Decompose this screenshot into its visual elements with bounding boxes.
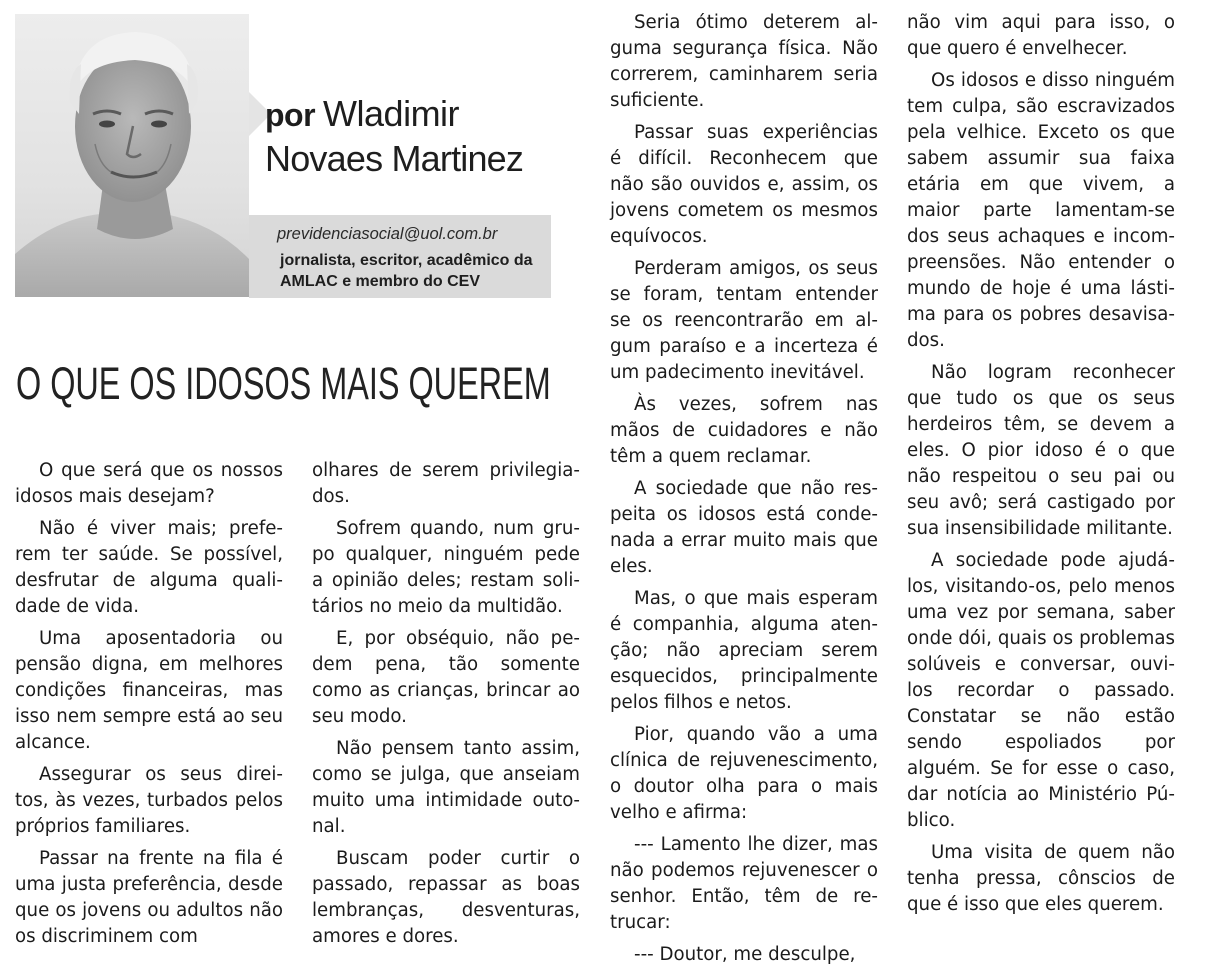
paragraph: Passar suas experiências é difícil. Reconhecem que não são ouvidos e, assim, os jovens cometem os mesmos equívocos. [610,122,878,247]
paragraph: Não é viver mais; preferem ter saúde. Se possível, desfrutar de alguma qualidade de vida. [15,518,283,617]
paragraph: Assegurar os seus direitos, às vezes, turbados pelos próprios familiares. [15,764,283,837]
paragraph: Perderam amigos, os seus se foram, tentam entender se os reencontrarão em algum paraíso e a incerteza é um padecimento inevitável. [610,258,878,383]
paragraph: --- Lamento lhe dizer, mas não podemos rejuvenescer o senhor. Então, têm de retrucar: [610,834,878,933]
paragraph: Pior, quando vão a uma clínica de rejuvenescimento, o doutor olha para o mais velho e afirma: [610,724,878,823]
paragraph: Os idosos e disso ninguém tem culpa, são escravizados pela velhice. Exceto os que sabem assumir sua faixa etária em que vivem, a maior parte lamentam-se dos seus achaques e incompreensões. Não entender o mundo de hoje é uma lástima para os pobres desavisados. [907,70,1175,351]
paragraph: Buscam poder curtir o passado, repassar as boas lembranças, desventuras, amores e dores. [312,848,580,947]
paragraph: Seria ótimo deterem alguma segurança física. Não correrem, caminharem seria suficiente. [610,12,878,111]
paragraph: Mas, o que mais esperam é companhia, alguma atenção; não apreciam serem esquecidos, principalmente pelos filhos e netos. [610,588,878,713]
article-headline: O QUE OS IDOSOS MAIS QUEREM [16,358,551,409]
paragraph: Sofrem quando, num grupo qualquer, ninguém pede a opinião deles; restam solitários no meio da multidão. [312,518,580,617]
article-column-3 [610,10,878,974]
paragraph: Não pensem tanto assim, como se julga, que anseiam muito uma intimidade outonal. [312,738,580,837]
paragraph: Passar na frente na fila é uma justa preferência, desde que os jovens ou adultos não os discriminem com [15,848,283,947]
article-column-1 [15,458,283,956]
paragraph: Às vezes, sofrem nas mãos de cuidadores e não têm a quem reclamar. [610,394,878,467]
byline [265,92,523,181]
author-portrait-image [15,14,249,297]
byline-prefix: por [265,97,316,133]
paragraph: Uma aposentadoria ou pensão digna, em melhores condições financeiras, mas isso nem sempre está ao seu alcance. [15,628,283,753]
author-description: jornalista, escritor, acadêmico da AMLAC e membro do CEV [280,252,533,290]
paragraph: A sociedade pode ajudá-los, visitando-os, pelo menos uma vez por semana, saber onde dói, quais os problemas solúveis e conversar, ouvi-los recordar o passado. Constatar se não estão sendo espoliados por alguém. Se for esse o caso, dar notícia ao Ministério Público. [907,550,1175,831]
article-column-2 [312,458,580,956]
author-first-name: Wladimir [323,93,460,134]
paragraph: A sociedade que não respeita os idosos está condenada a errar muito mais que eles. [610,478,878,577]
paragraph: E, por obséquio, não pedem pena, tão somente como as crianças, brincar ao seu modo. [312,628,580,727]
paragraph: Não logram reconhecer que tudo os que os seus herdeiros têm, se devem a eles. O pior idoso é o que não respeitou o seu pai ou seu avô; será castigado por sua insensibilidade militante. [907,362,1175,539]
paragraph: O que será que os nossos idosos mais desejam? [15,460,283,507]
article-column-4 [907,10,1175,924]
paragraph-continued: não vim aqui para isso, o que quero é envelhecer. [907,12,1175,59]
author-info-box [249,215,551,298]
author-email: previdenciasocial@uol.com.br [277,225,498,243]
paragraph-continued: olhares de serem privilegiados. [312,460,580,507]
paragraph: --- Doutor, me desculpe, [634,944,856,965]
byline-line1 [265,92,523,137]
author-photo [15,14,249,297]
author-last-names: Novaes Martinez [265,138,524,179]
paragraph: Uma visita de quem não tenha pressa, cônscios de que é isso que eles querem. [907,842,1175,915]
